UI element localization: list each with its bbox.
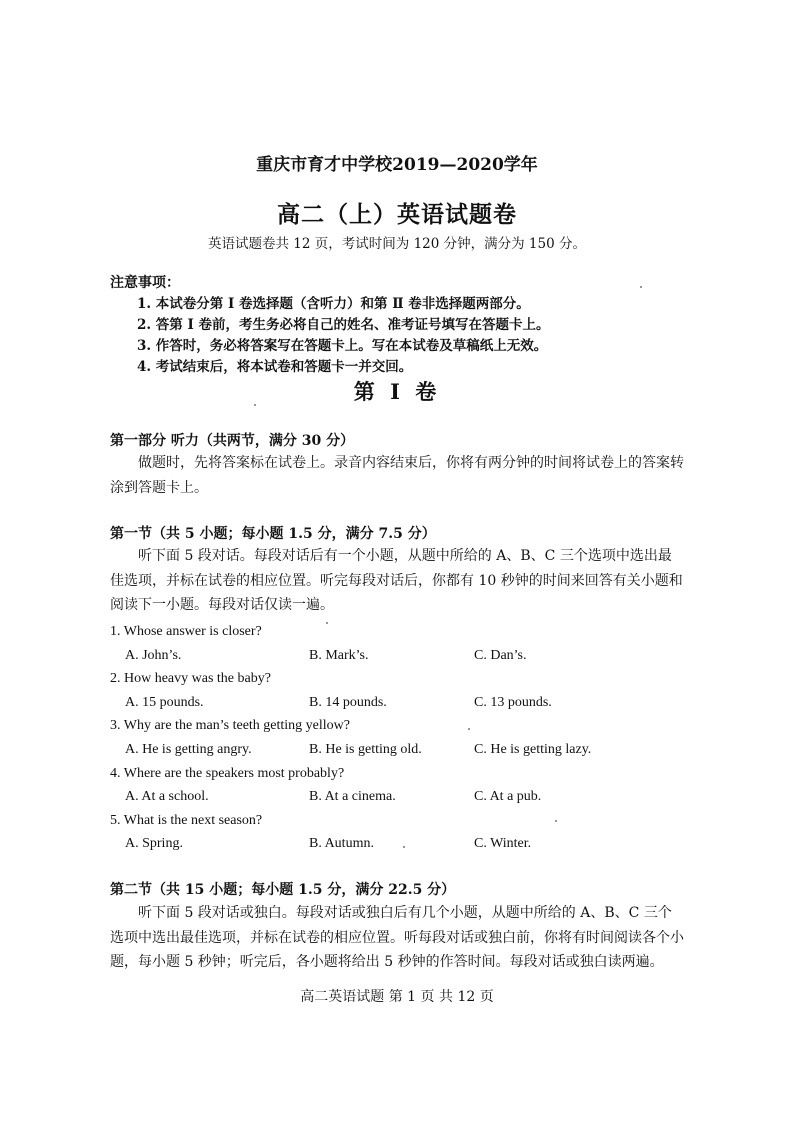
scan-speck [555,820,557,822]
question-options [110,832,690,856]
school-name: 重庆市育才中学校2019—2020学年 [256,155,538,175]
volume-title: 第 I 卷 [353,379,441,404]
part1-heading: 第一部分 听力（共两节，满分 30 分） [110,433,355,449]
option-b: B. Autumn. [309,836,374,852]
option-c: C. He is getting lazy. [474,741,592,757]
note-item: 4. 考试结束后，将本试卷和答题卡一并交回。 [137,359,413,375]
notes-list [137,294,550,378]
exam-title: 高二（上）英语试题卷 [277,201,517,228]
scan-speck [326,622,328,624]
scan-speck [254,404,256,406]
scan-speck [468,728,470,730]
option-c: C. Dan’s. [474,647,527,663]
part1-instructions: 做题时，先将答案标在试卷上。录音内容结束后，你将有两分钟的时间将试卷上的答案转涂到答题卡上。 [110,455,684,496]
option-a: A. He is getting angry. [125,741,252,757]
note-item: 3. 作答时，务必将答案写在答题卡上。写在本试卷及草稿纸上无效。 [137,338,548,354]
option-b: B. Mark’s. [309,647,369,663]
option-c: C. At a pub. [474,789,542,805]
option-b: B. At a cinema. [309,789,396,805]
scan-speck [640,286,642,288]
scan-speck [403,846,405,848]
exam-info: 英语试题卷共 12 页，考试时间为 120 分钟，满分为 150 分。 [208,236,586,252]
option-c: C. 13 pounds. [474,694,552,710]
page-footer: 高二英语试题 第 1 页 共 12 页 [300,989,494,1005]
option-a: A. At a school. [125,789,209,805]
option-b: B. 14 pounds. [309,694,387,710]
notes-heading: 注意事项： [110,275,180,291]
question-stem: 1. Whose answer is closer? [110,624,262,639]
question-options [110,644,690,668]
section1-heading: 第一节（共 5 小题；每小题 1.5 分，满分 7.5 分） [110,526,436,542]
question-list [110,620,690,856]
option-a: A. John’s. [125,647,182,663]
question-stem: 2. How heavy was the baby? [110,671,271,687]
note-item: 1. 本试卷分第 Ⅰ 卷选择题（含听力）和第 Ⅱ 卷非选择题两部分。 [137,296,530,312]
section2-heading: 第二节（共 15 小题；每小题 1.5 分，满分 22.5 分） [110,882,456,898]
option-c: C. Winter. [474,836,532,852]
option-a: A. 15 pounds. [125,694,204,710]
question-options [110,691,690,715]
question-stem: 3. Why are the man’s teeth getting yellow? [110,718,351,734]
section2-instructions: 听下面 5 段对话或独白。每段对话或独白后有几个小题，从题中所给的 A、B、C 三个选项中选出最佳选项，并标在试卷的相应位置。听每段对话或独白前，你将有时间阅读各个小题，每小题 5 秒钟；听完后，各小题将给出 5 秒钟的作答时间。每段对话或独白读两遍。 [110,905,684,970]
question-options [110,738,690,762]
question-options [110,785,690,809]
option-b: B. He is getting old. [309,741,422,757]
section1-instructions: 听下面 5 段对话。每段对话后有一个小题，从题中所给的 A、B、C 三个选项中选出最佳选项，并标在试卷的相应位置。听完每段对话后，你都有 10 秒钟的时间来回答有关小题和阅读下一小题。每段对话仅读一遍。 [110,548,683,613]
option-a: A. Spring. [125,836,183,852]
note-item: 2. 答第 Ⅰ 卷前，考生务必将自己的姓名、准考证号填写在答题卡上。 [137,317,550,333]
question-stem: 4. Where are the speakers most probably? [110,765,345,781]
question-stem: 5. What is the next season? [110,812,263,828]
